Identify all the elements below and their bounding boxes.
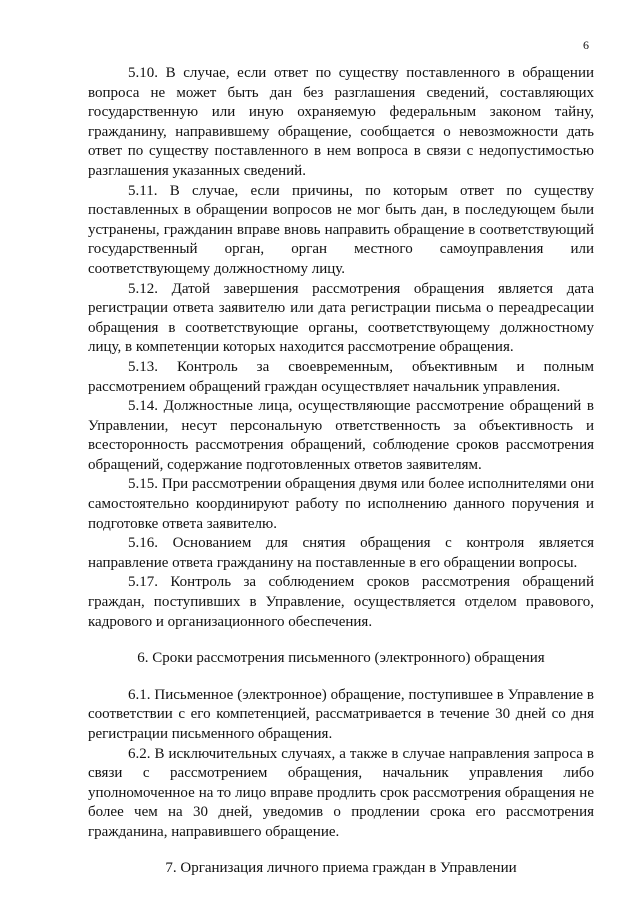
page-number: 6 [583,38,589,52]
paragraph-5-10: 5.10. В случае, если ответ по существу поставленного в обращении вопроса не может быть дан без разглашения сведений, составляющих государственную или иную охраняемую федеральным законом тайну, гражданину, направившему обращение, сообщается о невозможности дать ответ по существу поставленного в нем вопроса в связи с недопустимостью разглашения указанных сведений. [88,65,594,179]
paragraph-5-11: 5.11. В случае, если причины, по которым ответ по существу поставленных в обращении вопросов не мог быть дан, в последующем были устранены, гражданин вправе вновь направить обращение в соответствующий государственный орган, орган местного самоуправления или соответствующему должностному лицу. [88,182,594,277]
document-body [88,64,594,878]
paragraph-5-14: 5.14. Должностные лица, осуществляющие рассмотрение обращений в Управлении, несут персональную ответственность за объективность и всесторонность рассмотрения обращений, соблюдение сроков рассмотрения обращений, содержание подготовленных ответов заявителям. [88,398,594,473]
paragraph-5-17: 5.17. Контроль за соблюдением сроков рассмотрения обращений граждан, поступивших в Управление, осуществляется отделом правового, кадрового и организационного обеспечения. [88,574,594,630]
paragraph-5-12: 5.12. Датой завершения рассмотрения обращения является дата регистрации ответа заявителю или дата регистрации письма о переадресации обращения в соответствующие органы, соответствующему должностному лицу, в компетенции которых находится рассмотрение обращения. [88,280,594,356]
paragraph-5-15: 5.15. При рассмотрении обращения двумя или более исполнителями они самостоятельно координируют работу по исполнению данного поручения и подготовке ответа заявителю. [88,476,594,532]
paragraph-6-2: 6.2. В исключительных случаях, а также в случае направления запроса в связи с рассмотрением обращения, начальник управления либо уполномоченное на то лицо вправе продлить срок рассмотрения обращения не более чем на 30 дней, уведомив о продлении срока его рассмотрения гражданина, направившего обращение. [88,745,594,840]
paragraph-5-16: 5.16. Основанием для снятия обращения с контроля является направление ответа гражданину на поставленные в его обращении вопросы. [88,535,594,571]
paragraph-5-13: 5.13. Контроль за своевременным, объективным и полным рассмотрением обращений граждан осуществляет начальник управления. [88,358,594,395]
paragraph-6-1: 6.1. Письменное (электронное) обращение, поступившее в Управление в соответствии с его компетенцией, рассматривается в течение 30 дней со дня регистрации письменного обращения. [88,686,594,742]
section-6-heading: 6. Сроки рассмотрения письменного (электронного) обращения [137,650,545,667]
section-7-heading: 7. Организация личного приема граждан в Управлении [165,859,517,876]
